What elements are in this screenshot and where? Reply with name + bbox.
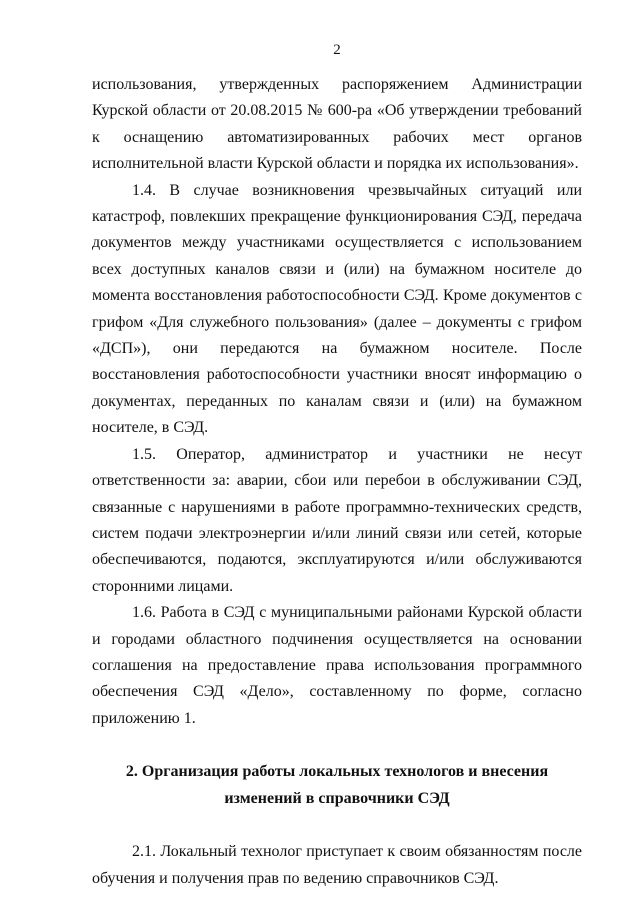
paragraph-1-6: 1.6. Работа в СЭД с муниципальными районами Курской области и городами областного подчинения осуществляется на основании соглашения на предоставление права использования программного обеспечения СЭД «Дело», составленному по форме, согласно приложению 1. xyxy=(92,604,582,727)
paragraph-1-5: 1.5. Оператор, администратор и участники не несут ответственности за: аварии, сбои или перебои в обслуживании СЭД, связанные с нарушениями в работе программно-технических средств, систем подачи электроэнергии и/или линий связи или сетей, которые обеспечиваются, подаются, эксплуатируются и/или обслуживаются сторонними лицами. xyxy=(92,445,582,595)
paragraph-2-1: 2.1. Локальный технолог приступает к своим обязанностям после обучения и получения прав по ведению справочников СЭД. xyxy=(92,843,582,887)
page-number: 2 xyxy=(333,42,341,58)
paragraph-1-4: 1.4. В случае возникновения чрезвычайных ситуаций или катастроф, повлекших прекращение функционирования СЭД, передача документов между участниками осуществляется с использованием всех доступных каналов связи и (или) на бумажном носителе до момента восстановления работоспособности СЭД. Кроме документов с грифом «Для служебного пользования» (далее – документы с грифом «ДСП»), они передаются на бумажном носителе. После восстановления работоспособности участники вносят информацию о документах, переданных по каналам связи и (или) на бумажном носителе, в СЭД. xyxy=(92,181,582,437)
document-page xyxy=(92,40,582,892)
section-heading: 2. Организация работы локальных технологов и внесения изменений в справочники СЭД xyxy=(125,763,549,807)
paragraph-continuation: использования, утвержденных распоряжением Администрации Курской области от 20.08.2015 № 600-ра «Об утверждении требований к оснащению автоматизированных рабочих мест органов исполнительной власти Курской области и порядка их использования». xyxy=(92,76,582,173)
